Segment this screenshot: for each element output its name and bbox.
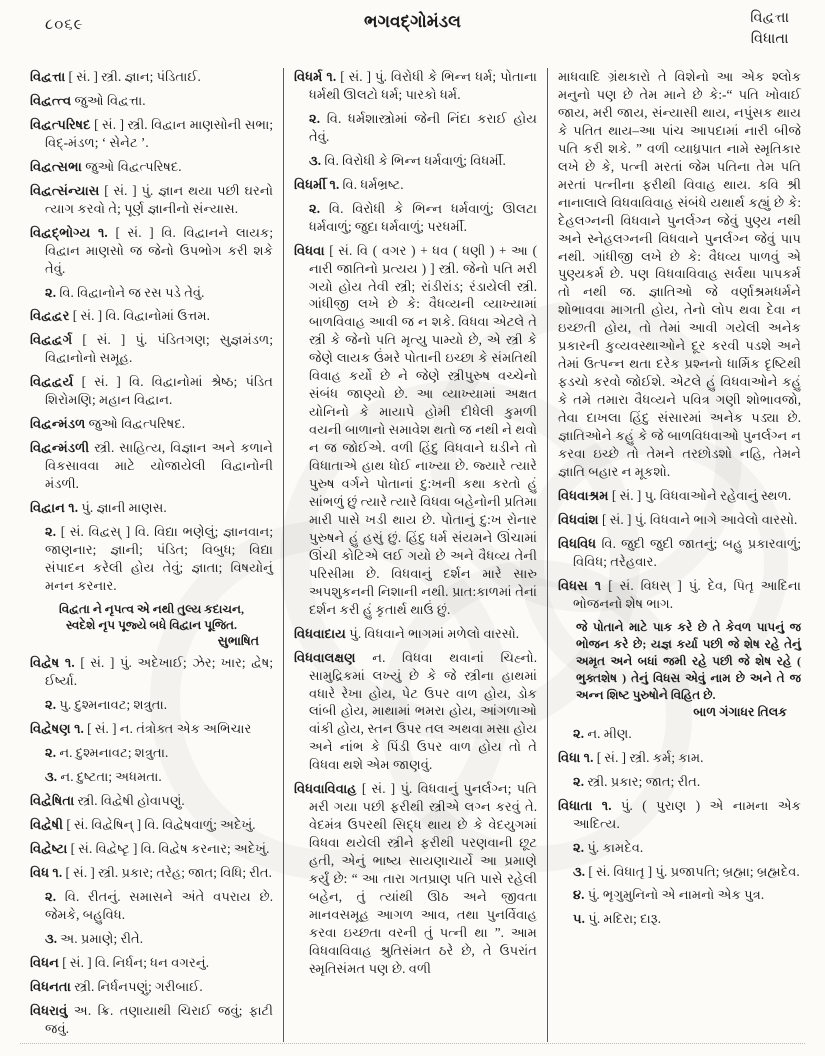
definition-text: [ સં. વિધાતૃ ] પું. પ્રજાપતિ; બ્રહ્મા; બ્રહ્મદેવ. bbox=[588, 863, 800, 879]
headword: વિધવાદાય bbox=[294, 625, 350, 641]
attribution bbox=[30, 633, 259, 650]
definition-text: વિ. વિરોધી કે ભિન્ન ધર્મવાળું; ઊલટા ધર્મવાળું; જુદા ધર્મવાળું; પરધર્મી. bbox=[309, 200, 537, 234]
definition-text: પું. ( પુરાણ ) એ નામના એક આદિત્ય. bbox=[573, 797, 801, 831]
headword: વિદ્વદ્વર્ગ bbox=[30, 332, 83, 348]
headword: વિધવા bbox=[294, 242, 330, 258]
entry-sense bbox=[558, 910, 801, 928]
dictionary-entry bbox=[30, 307, 273, 325]
dictionary-entry bbox=[558, 535, 801, 571]
dictionary-entry bbox=[294, 68, 537, 104]
definition-text: પું. મદિરા; દારૂ. bbox=[588, 911, 662, 927]
entry-sense bbox=[558, 773, 801, 791]
verse-line bbox=[30, 617, 273, 633]
sense-number: ૫. bbox=[573, 911, 589, 927]
definition-text: વિ. વિરોધી કે ભિન્ન ધર્મવાળું; વિધર્મી. bbox=[324, 152, 506, 168]
definition-text: પું. કામદેવ. bbox=[587, 839, 644, 855]
headword: વિદ્વત્સંન્યાસ bbox=[30, 182, 105, 198]
headword: વિદ્વેષી bbox=[30, 817, 67, 833]
entry-sense bbox=[558, 725, 801, 743]
sense-number: ૨. bbox=[45, 745, 60, 761]
definition-text: ન. દુષ્ટતા; અધમતા. bbox=[60, 769, 162, 785]
entry-sense bbox=[294, 152, 537, 170]
entry-sense bbox=[30, 888, 273, 924]
dictionary-entry bbox=[30, 499, 273, 517]
headword: વિદ્વદ્ભોગ્ય ૧. bbox=[30, 224, 116, 240]
sense-number: ૨. bbox=[45, 284, 60, 300]
definition-text: ન. વિધવા થવાનાં ચિહ્નો. સામુદ્રિકમાં લખ્યું છે કે જે સ્ત્રીના હાથમાં વધારે રેખા હોય, પેટ ઉપર વાળ હોય, ડોક લાંબી હોય, માથામાં ભમરા હોય, આંગળાઓ વાંકી હોય, સ્તન ઉપર તલ અથવા મસા હોય અને નાંભ કે પિંડી ઉપર વાળ હોય તો તે વિધવા થશે એમ જાણવું. bbox=[309, 649, 537, 773]
headword: વિધવાંશ bbox=[558, 511, 603, 527]
definition-text: સુભાષિત bbox=[217, 634, 259, 649]
definition-text: પું. ભૃગુમુનિનો એ નામનો એક પુત્ર. bbox=[587, 887, 765, 903]
dictionary-entry bbox=[30, 439, 273, 493]
dictionary-entry bbox=[30, 415, 273, 433]
sense-number: ૩. bbox=[573, 863, 589, 879]
dictionary-entry bbox=[30, 68, 273, 86]
entry-sense bbox=[294, 110, 537, 146]
headword: વિધર્મ ૧. bbox=[294, 69, 341, 84]
definition-text: [ સં. ] પું. વિરોધી કે ભિન્ન ધર્મ; પોતાના ધર્મથી ઊલટો ધર્મ; પારકો ધર્મ. bbox=[309, 69, 537, 102]
entry-sense bbox=[558, 839, 801, 857]
dictionary-entry bbox=[30, 1002, 273, 1038]
column-1 bbox=[14, 66, 283, 1048]
headword: વિધા ૧. bbox=[558, 749, 597, 765]
sense-number: ૩. bbox=[309, 152, 325, 168]
definition-text: [ સં. ] પું. પંડિતગણ; સુજ્ઞમંડળ; વિદ્વાનોનો સમૂહ. bbox=[45, 332, 273, 366]
dictionary-entry bbox=[30, 654, 273, 690]
entry-sense bbox=[558, 886, 801, 904]
headword: વિદ્વદ્વર bbox=[30, 308, 73, 324]
definition-text: વિ. જુદી જુદી જાતનું; બહુ પ્રકારવાળું; વિવિધ; તરેહવાર. bbox=[573, 535, 802, 569]
dictionary-entry bbox=[558, 487, 801, 505]
definition-text: ન. દુશ્મનાવટ; શત્રુતા. bbox=[59, 745, 169, 761]
headword: વિદ્વેષ્ટા bbox=[30, 841, 71, 857]
definition-text: [ સં. ] સ્ત્રી. પ્રકાર; તરેહ; જાત; વિધિ; રીત. bbox=[65, 865, 272, 881]
definition-text: પું. જ્ઞાની માણસ. bbox=[81, 500, 167, 516]
definition-text: [ સં. ] વિ. વિદ્વાનોમાં ઉત્તમ. bbox=[72, 308, 210, 324]
dictionary-entry bbox=[30, 840, 273, 858]
dictionary-entry bbox=[558, 797, 801, 833]
definition-text: સ્વદેશે નૃપ પૂજ્યે બધે વિદ્વાન પૂજિત. bbox=[65, 618, 238, 633]
text-columns bbox=[0, 62, 825, 1048]
definition-text: જે પોતાને માટે પાક કરે છે તે કેવળ પાપનું જ ભોજન કરે છે; યજ્ઞ કર્યા પછી જે શેષ રહે તેનું અમૃત અને બધાં જમી રહે પછી જે શેષ રહે ( ભુક્તશેષ ) તેનું વિધસ એવું નામ છે અને તે જ અન્ન શિષ્ટ પુરુષોને વિહિત છે. bbox=[576, 619, 801, 702]
headword: વિધન bbox=[30, 954, 63, 970]
definition-text: પું. વિધવાને ભાગમાં મળેલો વારસો. bbox=[349, 625, 520, 641]
dictionary-entry bbox=[30, 158, 273, 176]
headword: વિદ્વન્મંડળી bbox=[30, 440, 95, 456]
definition-text: [ સં. વિ ( વગર ) + ધવ ( ધણી ) + આ ( નારી જાતિનો પ્રત્યય ) ] સ્ત્રી. જેનો પતિ મરી ગયો હોય તેવી સ્ત્રી; રાંડીરાંડ; રંડાયેલી સ્ત્રી. ગાંધીજી લખે છે કે: વૈધવ્યની વ્યાખ્યામાં બાળવિવાહ આવી જ ન શકે. વિધવા એટલે તે સ્ત્રી કે જેનો પતિ મૃત્યુ પામ્યો છે, એ સ્ત્રી કે જેણે લાયક ઉંમરે પોતાની ઇચ્છા કે સંમતિથી વિવાહ કર્યો છે ને જેણે સ્ત્રીપુરુષ વચ્ચેનો સંબંધ જાણ્યો છે. આ વ્યાખ્યામાં અક્ષત યોનિનો કે માયાપે હોમી દીધેલી કુમળી વયની બાળાનો સમાવેશ થતો જ નથી ને થવો ન જ જોઈએ. વળી હિંદુ વિધવાને ઘડીને તો વિધાતાએ હાથ ધોઈ નાખ્યા છે. જ્યારે ત્યારે પુરુષ વર્ગને પોતાનાં દુ:ખની કથા કરતો હું સાંભળું છું ત્યારે ત્યારે વિધવા બહેનોની પ્રતિમા મારી પાસે ખડી થાય છે. પોતાનું દુ:ખ રોનાર પુરુષને હું હસું છું. હિંદુ ધર્મ સંયમને ઊંચામાં ઊંચી કોટિએ લઈ ગયો છે અને વૈધવ્ય તેની પરિસીમા છે. વિધવાનું દર્શન મારે સારુ અપશુકનની નિશાની નથી. પ્રાત:કાળમાં તેનાં દર્શન કરી હું કૃતાર્થ થાઉં છું. bbox=[309, 242, 537, 617]
definition-text: સ્ત્રી. નિર્ધનપણું; ગરીબાઈ. bbox=[74, 978, 203, 994]
headword: વિધસ ૧ bbox=[558, 577, 609, 593]
sense-number: ૨. bbox=[45, 697, 60, 713]
dictionary-entry bbox=[294, 625, 537, 643]
sense-number: ૨. bbox=[45, 524, 61, 540]
headword: વિધવાશ્રમ bbox=[558, 487, 612, 503]
headword: વિધરાવું bbox=[30, 1002, 74, 1018]
headword: વિદ્વદ્વર્ય bbox=[30, 374, 82, 390]
definition-text: [ સં. ] સ્ત્રી. વિદ્વાન માણસોની સભા; વિદ્-મંડળ; ‘ સેનેટ ’. bbox=[45, 116, 273, 150]
dictionary-entry bbox=[558, 577, 801, 613]
dictionary-entry bbox=[294, 242, 537, 619]
definition-text: સ્ત્રી. વિદ્વેષી હોવાપણું. bbox=[77, 793, 185, 809]
headword: વિધ ૧. bbox=[30, 865, 66, 881]
headword: વિદ્વત્પરિષદ bbox=[30, 116, 95, 132]
definition-text: [ સં. ] સ્ત્રી. જ્ઞાન; પંડિતાઈ. bbox=[68, 69, 201, 84]
definition-text: [ સં. ] પું. વિધવાનું પુનર્લગ્ન; પતિ મરી ગયા પછી ફરીથી સ્ત્રીએ લગ્ન કરવું તે. વેદમંત્ર ઉપરથી સિદ્ધ થાય છે કે વેદયુગમાં વિધવા થયેલી સ્ત્રીને ફરીથી પરણવાની છૂટ હતી, એનું ભાષ્ય સાયણાચાર્યે આ પ્રમાણે કર્યું છે: “ આ તારા ગતપ્રાણ પતિ પાસે રહેલી બહેન, તું ત્યાંથી ઊઠ અને જીવતા માનવસમૂહ આગળ આવ, તથા પુનર્વિવાહ કરવા ઇચ્છતા વરની તું પત્ની થા ”. આમ વિધવાવિવાહ શ્રુતિસંમત ઠરે છે, તે ઉપરાંત સ્મૃતિસંમત પણ છે. વળી bbox=[309, 781, 537, 976]
column-2 bbox=[284, 66, 547, 1048]
headword: વિધાતા ૧. bbox=[558, 797, 621, 813]
entry-sense bbox=[30, 930, 273, 948]
definition-text: [ સં. વિધસ્ ] પું. દેવ, પિતૃ આદિના ભોજનનો શેષ ભાગ. bbox=[573, 577, 801, 611]
page-number: ૮૦૬૯ bbox=[45, 17, 84, 33]
attribution bbox=[558, 704, 787, 721]
entry-sense bbox=[30, 523, 273, 595]
sense-number: ૨. bbox=[573, 773, 588, 789]
headword: વિદ્વાન ૧. bbox=[30, 500, 82, 516]
dictionary-entry bbox=[30, 92, 273, 110]
quotation-note bbox=[558, 619, 801, 704]
definition-text: વિ. ધર્મશાસ્ત્રોમાં જેની નિંદા કરાઈ હોય તેવું. bbox=[309, 110, 537, 144]
definition-text: [ સં. ] ન. તંત્રોક્ત એક અભિચાર bbox=[87, 721, 252, 737]
definition-text: માધવાદિ ગ્રંથકારો તે વિશેનો આ એક શ્લોક મનુનો પણ છે તેમ માને છે કે:-“ પતિ ખોવાઈ જાય, મરી જાય, સંન્યાસી થાય, નપુંસક થાય કે પતિત થાય–આ પાંચ આપદામાં નારી બીજે પતિ કરી શકે. ” વળી વ્યાધ્રપાત નામે સ્મૃતિકાર લખે છે કે, પત્ની મરતાં જેમ પતિના તેમ પતિ મરતાં પત્નીના ફરીથી વિવાહ થાય. કવિ શ્રી નાનાલાલે વિધવાવિવાહ સંબંધે યથાર્થ કહ્યું છે કે: દેહલગ્નની વિધવાને પુનર્લગ્ન જેવું પુણ્ય નથી અને સ્નેહલગ્નની વિધવાને પુનર્લગ્ન જેવું પાપ નથી. ગાંધીજી લખે છે કે: વૈધવ્ય પાળવું એ પુણ્યકર્મ છે. પણ વિધવાવિવાહ સર્વથા પાપકર્મ તો નથી જ. જ્ઞાતિઓ જે વર્ણાશ્રમધર્મને શોભાવવા માગતી હોય, તેનો લોપ થવા દેવા ન ઇચ્છતી હોય, તો તેમાં આવી ગયેલી અનેક પ્રકારની કુવ્યવસ્થાઓને દૂર કરવી પડશે અને તેમાં ઉત્પન્ન થતા દરેક પ્રશ્નનો ધાર્મિક દૃષ્ટિથી ફડચો કરવો જોઈશે. એટલે હું વિધવાઓને કહું કે તમે તમારા વૈધવ્યને પવિત્ર ગણી શોભાવજો, તેવા દાખલા હિંદુ સંસારમાં અનેક પડ્યા છે. જ્ઞાતિઓને કહું કે જે બાળવિધવાઓ પુનર્લગ્ન ન કરવા ઇચ્છે તો તેમને તરછોડશો નહિ, તેમને જ્ઞાતિ બહાર ન મૂકશો. bbox=[558, 69, 801, 479]
sense-number: ૨. bbox=[45, 888, 65, 904]
headword: વિદ્વેષણ ૧. bbox=[30, 721, 88, 737]
definition-text: વિ. ધર્મભ્રષ્ટ. bbox=[342, 176, 404, 192]
headword: વિદ્વત્તા bbox=[30, 69, 69, 84]
dictionary-entry bbox=[30, 792, 273, 810]
sense-number: ૩. bbox=[45, 769, 61, 785]
dictionary-entry bbox=[558, 511, 801, 529]
dictionary-entry bbox=[30, 816, 273, 834]
guide-word-last: વિધાતા bbox=[750, 31, 789, 48]
definition-text: જુઓ વિદ્વત્પરિષદ. bbox=[88, 416, 186, 432]
page-title: ભગવદ્ગોમંડલ bbox=[364, 12, 461, 31]
headword: વિદ્વત્ત્વ bbox=[30, 92, 75, 108]
definition-text: [ સં. ] વિ. નિર્ધન; ધન વગરનું. bbox=[62, 954, 209, 970]
entry-sense bbox=[558, 863, 801, 881]
definition-text: વિ. રીતનું. સમાસને અંતે વપરાય છે. જેમકે, બહુવિધ. bbox=[45, 888, 273, 922]
definition-text: [ સં. ] વિ. વિદ્વાનને લાયક; વિદ્વાન માણસો જ જેનો ઉપભોગ કરી શકે તેવું. bbox=[45, 224, 274, 276]
sense-number: ૪. bbox=[573, 887, 588, 903]
dictionary-entry bbox=[30, 864, 273, 882]
entry-sense bbox=[30, 284, 273, 302]
dictionary-entry bbox=[30, 720, 273, 738]
definition-text: [ સં. વિદ્વેષિન્ ] વિ. વિદ્વેષવાળું; અદેખું. bbox=[66, 817, 256, 833]
definition-text: બાળ ગંગાધર તિલક bbox=[693, 704, 787, 719]
sense-number: ૨. bbox=[573, 725, 588, 741]
page-header bbox=[0, 0, 825, 62]
dictionary-entry bbox=[294, 780, 537, 977]
sense-number: ૨. bbox=[573, 839, 588, 855]
entry-sense bbox=[30, 696, 273, 714]
dictionary-entry bbox=[30, 978, 273, 996]
definition-text: પુ. દુશ્મનાવટ; શત્રુતા. bbox=[59, 697, 168, 713]
headword: વિધવાવિવાહ bbox=[294, 781, 362, 797]
headword: વિદ્વત્સભા bbox=[30, 158, 86, 174]
guide-words bbox=[750, 8, 789, 50]
headword: વિદ્વેષ ૧. bbox=[30, 655, 81, 671]
continuation-paragraph bbox=[558, 68, 801, 481]
dictionary-entry bbox=[30, 224, 273, 278]
dictionary-entry bbox=[30, 373, 273, 409]
dictionary-entry bbox=[294, 176, 537, 194]
definition-text: [ સં. ] વિ. વિદ્વાનોમાં શ્રેષ્ઠ; પંડિત શિરોમણિ; મહાન વિદ્વાન. bbox=[45, 374, 273, 408]
headword: વિધનતા bbox=[30, 978, 75, 994]
dictionary-entry bbox=[30, 331, 273, 367]
definition-text: ન. મીણ. bbox=[587, 725, 632, 741]
headword: વિદ્વન્મંડળ bbox=[30, 416, 89, 432]
verse-line bbox=[30, 601, 273, 617]
headword: વિધર્મી ૧. bbox=[294, 176, 343, 192]
dictionary-entry bbox=[30, 954, 273, 972]
definition-text: અ. પ્રમાણે; રીતે. bbox=[60, 930, 144, 946]
headword: વિધવિધ bbox=[558, 535, 602, 551]
dictionary-entry bbox=[558, 749, 801, 767]
definition-text: અ. ક્રિ. તણાયાથી ચિરાઈ જવું; ફાટી જવું. bbox=[45, 1002, 274, 1036]
definition-text: [ સં. વિદ્વસ્ ] વિ. વિદ્યા ભણેલું; જ્ઞાનવાન; જાણનાર; જ્ઞાની; પંડિત; વિબુધ; વિદ્યા સંપાદન કરેલી હોય તેવું; જ્ઞાતા; વિષયોનું મનન કરનાર. bbox=[45, 524, 274, 593]
headword: વિદ્વેષિતા bbox=[30, 793, 78, 809]
dictionary-entry bbox=[294, 649, 537, 775]
column-3 bbox=[548, 66, 811, 1048]
dictionary-entry bbox=[30, 182, 273, 218]
dictionary-entry bbox=[30, 116, 273, 152]
definition-text: સ્ત્રી. સાહિત્ય, વિજ્ઞાન અને કળાને વિકસાવવા માટે યોજાયેલી વિદ્વાનોની મંડળી. bbox=[45, 440, 273, 492]
definition-text: જુઓ વિદ્વત્પરિષદ. bbox=[85, 158, 182, 174]
definition-text: [ સં. ] પું. અદેખાઈ; ઝેર; ખાર; દ્વેષ; ઈર્ષ્યા. bbox=[45, 655, 273, 689]
guide-word-first: વિદ્વત્તા bbox=[750, 10, 789, 26]
page-bottom-rule bbox=[20, 1043, 805, 1044]
sense-number: ૨. bbox=[309, 200, 329, 216]
sense-number: ૩. bbox=[45, 930, 61, 946]
definition-text: [ સં. ] પું. જ્ઞાન થયા પછી ઘરનો ત્યાગ કરવો તે; પૂર્ણ જ્ઞાનીનો સંન્યાસ. bbox=[45, 182, 273, 216]
definition-text: વિ. વિદ્વાનોને જ રસ પડે તેવું. bbox=[59, 284, 205, 300]
definition-text: જુઓ વિદ્વત્તા. bbox=[74, 92, 146, 108]
entry-sense bbox=[30, 744, 273, 762]
definition-text: [ સં. ] પુ. વિધવાઓને રહેવાનું સ્થળ. bbox=[611, 487, 792, 503]
definition-text: [ સં. ] સ્ત્રી. કર્મ; કામ. bbox=[596, 749, 704, 765]
sense-number: ૨. bbox=[309, 110, 327, 126]
definition-text: [ સં. ] પું. વિધવાને ભાગે આવેલો વારસો. bbox=[602, 511, 798, 527]
headword: વિધવાલક્ષણ bbox=[294, 649, 373, 665]
entry-sense bbox=[294, 200, 537, 236]
definition-text: [ સં. વિદ્વેષ્ટૃ ] વિ. વિદ્વેષ કરનાર; અદેખું. bbox=[70, 841, 270, 857]
definition-text: વિદ્વતા ને નૃપત્વ એ નથી તુલ્ય કદાચન, bbox=[59, 601, 244, 616]
definition-text: સ્ત્રી. પ્રકાર; જાત; રીત. bbox=[587, 773, 701, 789]
entry-sense bbox=[30, 768, 273, 786]
